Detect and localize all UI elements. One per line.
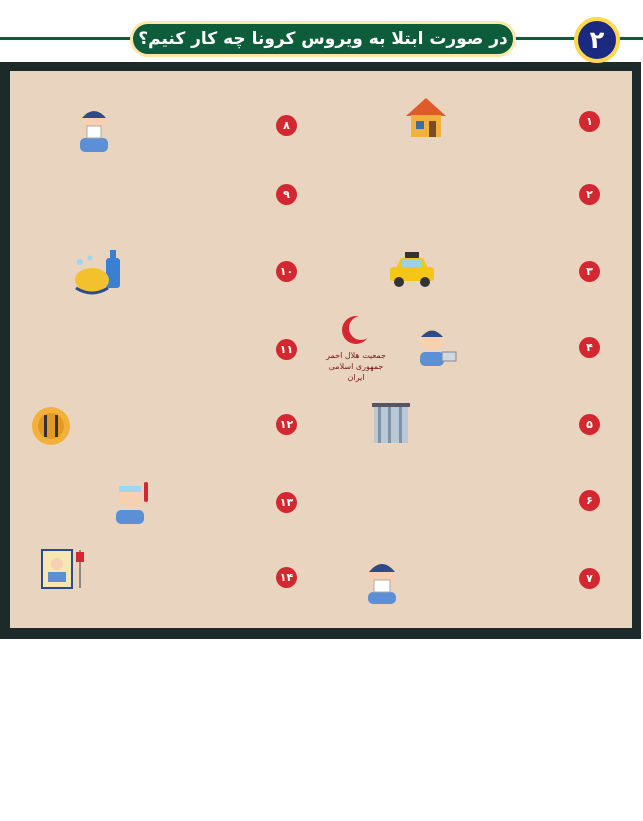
taxi-icon (388, 250, 436, 290)
tip-number: ۴ (579, 337, 600, 358)
utensils-icon (30, 405, 72, 447)
red-crescent-icon (338, 314, 374, 346)
tip-number: ۳ (579, 261, 600, 282)
fever-person-icon (110, 478, 154, 524)
tip-number: ۱۲ (276, 414, 297, 435)
tip-number: ۹ (276, 184, 297, 205)
title-banner (130, 21, 516, 57)
tip-number: ۲ (579, 184, 600, 205)
content-panel (10, 71, 632, 628)
handwash-icon (72, 248, 124, 298)
tip-number: ۱۰ (276, 261, 297, 282)
sneezing-person-icon (360, 556, 404, 604)
coughing-person-icon (74, 104, 114, 152)
hospital-bed-icon (40, 548, 86, 592)
section-number-badge: ۲ (574, 17, 620, 63)
tip-number: ۱۴ (276, 567, 297, 588)
red-crescent-lettering: جمعیت هلال احمر جمهوری اسلامی ایران (326, 351, 386, 382)
tip-number: ۱۱ (276, 339, 297, 360)
page-title: در صورت ابتلا به ویروس کرونا چه کار کنیم؟ (138, 29, 508, 49)
tip-number: ۵ (579, 414, 600, 435)
tip-number: ۸ (276, 115, 297, 136)
tip-number: ۱ (579, 111, 600, 132)
house-icon (404, 96, 448, 138)
isolated-person-icon (414, 322, 458, 366)
tip-number: ۱۳ (276, 492, 297, 513)
tip-number: ۶ (579, 490, 600, 511)
shower-icon (372, 403, 410, 445)
tip-number: ۷ (579, 568, 600, 589)
